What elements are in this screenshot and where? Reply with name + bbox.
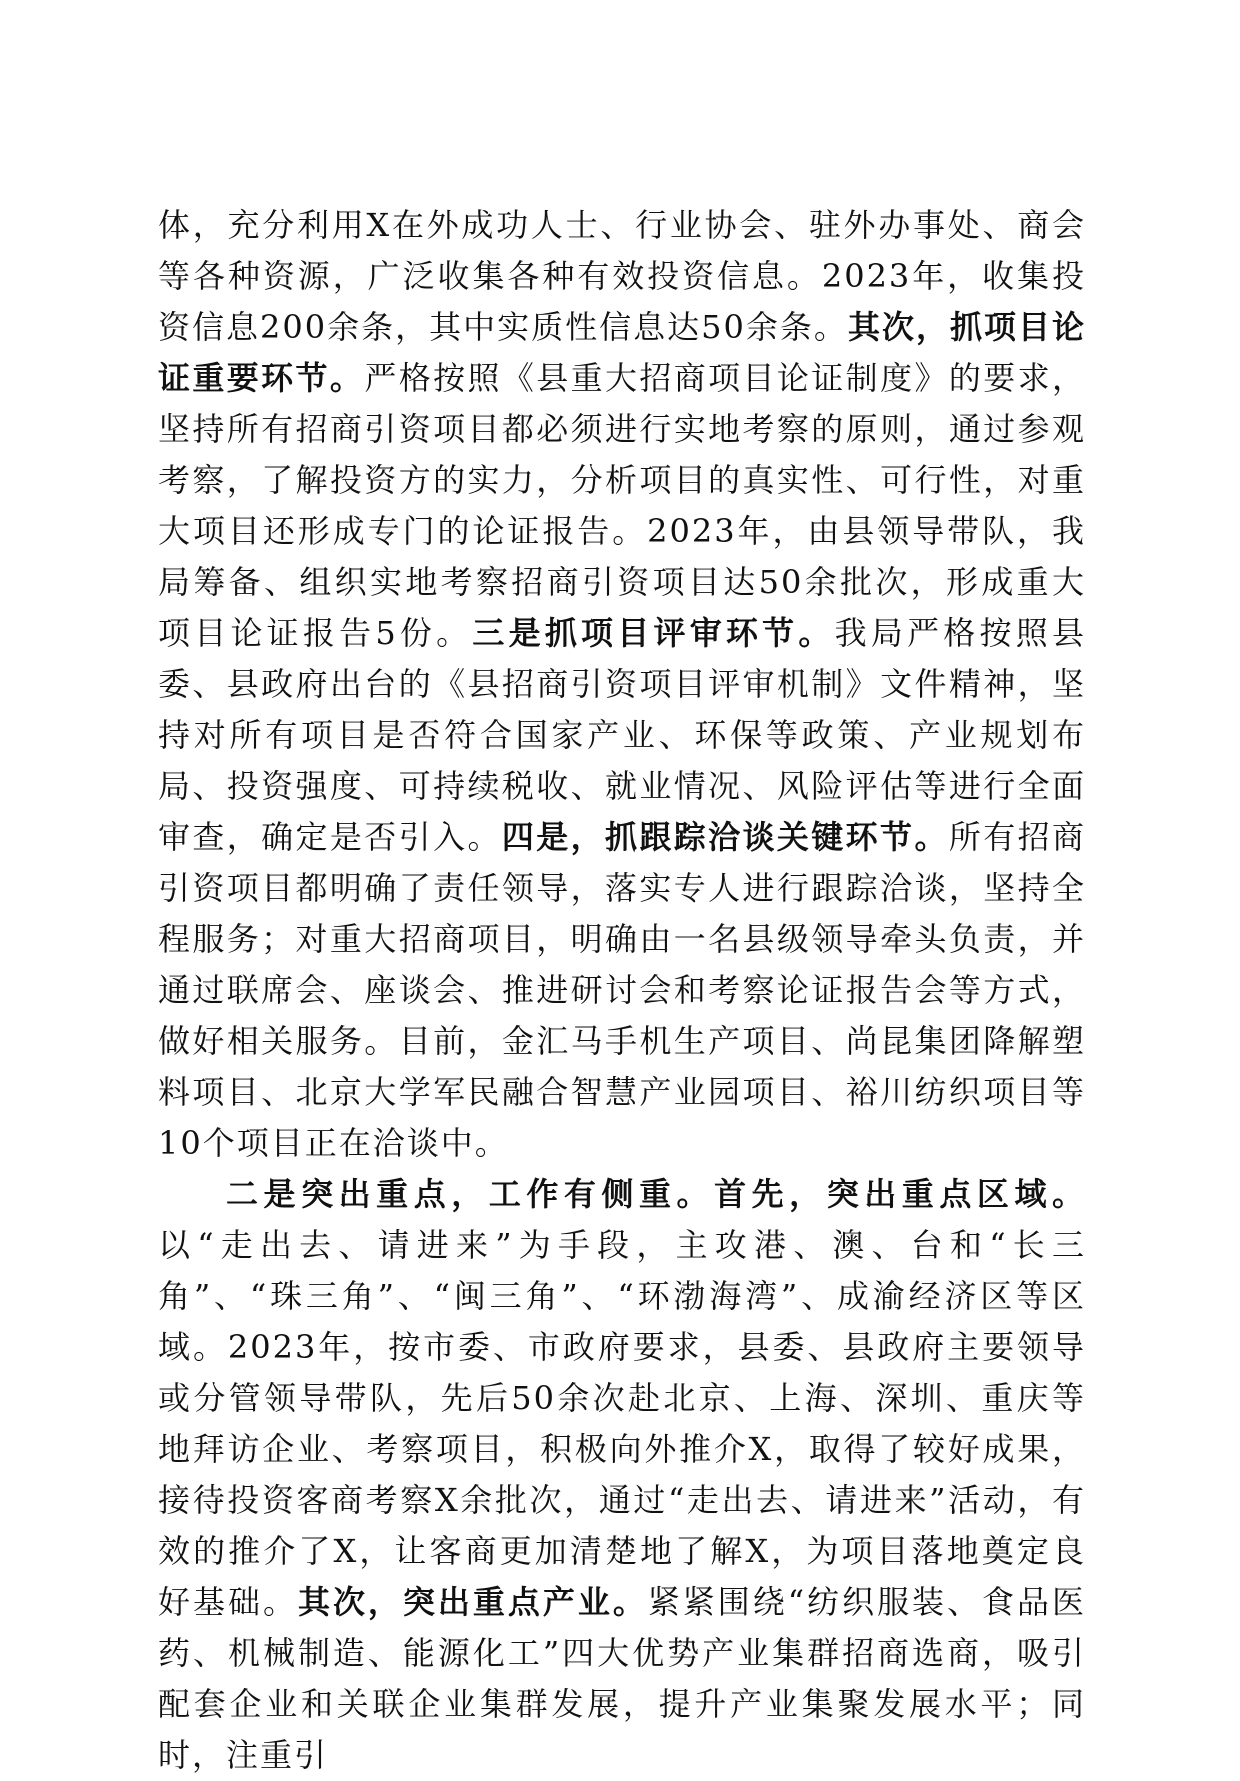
paragraph-1-heading-3: 三是抓项目评审环节。 xyxy=(472,614,835,652)
paragraph-2-heading: 二是突出重点，工作有侧重。首先，突出重点区域。 xyxy=(226,1175,1086,1213)
paragraph-1-text: 所有招商引资项目都明确了责任领导，落实专人进行跟踪洽谈，坚持全程服务；对重大招商项目，明确由一名县级领导牵头负责，并通过联席会、座谈会、推进研讨会和考察论证报告会等方式，做好相关服务。目前，金汇马手机生产项目、尚昆集团降解塑料项目、北京大学军民融合智慧产业园项目、裕川纺织项目等10个项目正在洽谈中。 xyxy=(158,818,1086,1162)
paragraph-1 xyxy=(158,200,1086,1169)
paragraph-1-heading-4: 四是，抓跟踪洽谈关键环节。 xyxy=(501,818,949,856)
document-page xyxy=(158,200,1086,1781)
paragraph-1-text: 我局严格按照县委、县政府出台的《县招商引资项目评审机制》文件精神，坚持对所有项目是否符合国家产业、环保等政策、产业规划布局、投资强度、可持续税收、就业情况、风险评估等进行全面审查，确定是否引入。 xyxy=(158,614,1086,856)
paragraph-1-text: 体，充分利用X在外成功人士、行业协会、驻外办事处、商会等各种资源，广泛收集各种有效投资信息。2023年，收集投资信息200余条，其中实质性信息达50余条。 xyxy=(158,206,1086,346)
paragraph-2-text: 紧紧围绕“纺织服装、食品医药、机械制造、能源化工”四大优势产业集群招商选商，吸引配套企业和关联企业集群发展，提升产业集聚发展水平；同时，注重引 xyxy=(158,1583,1086,1774)
paragraph-1-heading-2: 其次，抓项目论证重要环节。 xyxy=(158,308,1086,397)
paragraph-1-text: 严格按照《县重大招商项目论证制度》的要求，坚持所有招商引资项目都必须进行实地考察的原则，通过参观考察，了解投资方的实力，分析项目的真实性、可行性，对重大项目还形成专门的论证报告。2023年，由县领导带队，我局筹备、组织实地考察招商引资项目达50余批次，形成重大项目论证报告5份。 xyxy=(158,359,1086,652)
paragraph-2 xyxy=(158,1169,1086,1781)
paragraph-2-subheading: 其次，突出重点产业。 xyxy=(297,1583,648,1621)
paragraph-2-text: 以“走出去、请进来”为手段，主攻港、澳、台和“长三角”、“珠三角”、“闽三角”、“环渤海湾”、成渝经济区等区域。2023年，按市委、市政府要求，县委、县政府主要领导或分管领导带队，先后50余次赴北京、上海、深圳、重庆等地拜访企业、考察项目，积极向外推介X，取得了较好成果，接待投资客商考察X余批次，通过“走出去、请进来”活动，有效的推介了X，让客商更加清楚地了解X，为项目落地奠定良好基础。 xyxy=(158,1226,1086,1621)
